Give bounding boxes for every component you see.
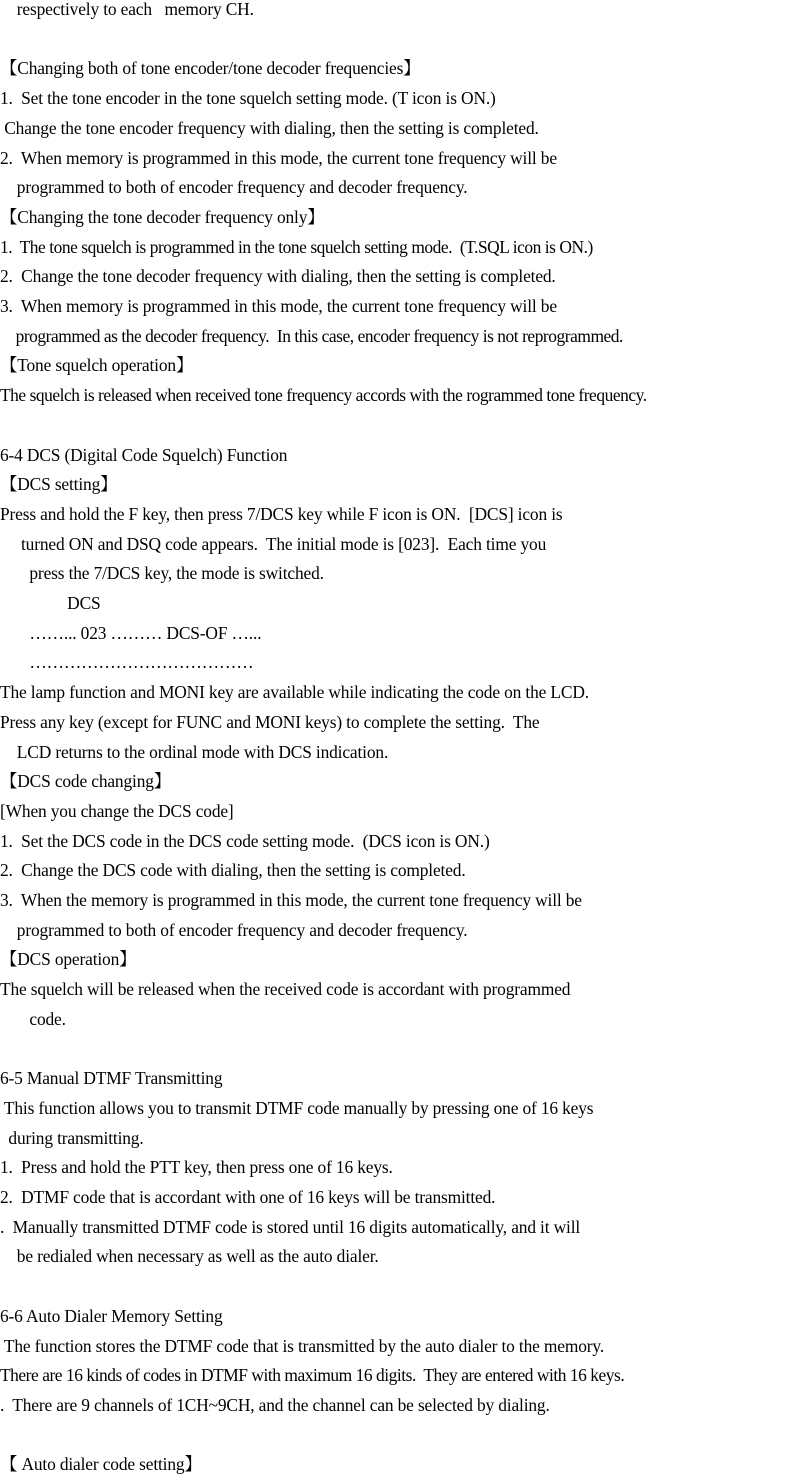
text-line: Change the tone encoder frequency with dialing, then the setting is completed. bbox=[0, 117, 539, 138]
text-line: This function allows you to transmit DTMF code manually by pressing one of 16 keys bbox=[0, 1097, 594, 1118]
section-heading: 【DCS operation】 bbox=[0, 949, 137, 970]
section-heading: 【Changing the tone decoder frequency only】 bbox=[0, 206, 325, 227]
text-line: Press any key (except for FUNC and MONI keys) to complete the setting. The bbox=[0, 711, 540, 732]
text-line: press the 7/DCS key, the mode is switched. bbox=[0, 563, 324, 584]
text-line: be redialed when necessary as well as the auto dialer. bbox=[0, 1246, 379, 1267]
text-line: The squelch will be released when the received code is accordant with programmed bbox=[0, 979, 571, 1000]
section-heading: 【Tone squelch operation】 bbox=[0, 355, 194, 376]
text-line: respectively to each memory CH. bbox=[0, 0, 254, 19]
text-line: There are 16 kinds of codes in DTMF with maximum 16 digits. They are entered with 16 keys. bbox=[0, 1365, 625, 1386]
text-line: 1. The tone squelch is programmed in the tone squelch setting mode. (T.SQL icon is ON.) bbox=[0, 236, 593, 257]
text-line: The lamp function and MONI key are available while indicating the code on the LCD. bbox=[0, 682, 589, 703]
chapter-heading: 6-6 Auto Dialer Memory Setting bbox=[0, 1305, 223, 1326]
text-line: 3. When memory is programmed in this mode, the current tone frequency will be bbox=[0, 296, 557, 316]
chapter-heading: 6-4 DCS (Digital Code Squelch) Function bbox=[0, 444, 288, 465]
section-heading: 【DCS setting】 bbox=[0, 474, 118, 495]
section-heading: 【DCS code changing】 bbox=[0, 771, 172, 792]
text-line: programmed to both of encoder frequency and decoder frequency. bbox=[0, 177, 468, 198]
text-line: ……... 023 ……… DCS-OF …... bbox=[0, 622, 262, 643]
text-line: 3. When the memory is programmed in this mode, the current tone frequency will be bbox=[0, 890, 582, 910]
text-line: . There are 9 channels of 1CH~9CH, and the channel can be selected by dialing. bbox=[0, 1394, 550, 1415]
text-line: during transmitting. bbox=[0, 1127, 144, 1148]
text-line: 1. Press and hold the PTT key, then press one of 16 keys. bbox=[0, 1157, 393, 1178]
text-line: . Manually transmitted DTMF code is stored until 16 digits automatically, and it will bbox=[0, 1216, 581, 1237]
text-line: 2. Change the DCS code with dialing, then the setting is completed. bbox=[0, 860, 466, 881]
chapter-heading: 6-5 Manual DTMF Transmitting bbox=[0, 1068, 223, 1089]
section-heading: 【 Auto dialer code setting】 bbox=[0, 1454, 202, 1475]
section-heading: 【Changing both of tone encoder/tone decoder frequencies】 bbox=[0, 58, 421, 79]
text-line: The function stores the DTMF code that is transmitted by the auto dialer to the memory. bbox=[0, 1335, 605, 1356]
text-line: 1. Set the DCS code in the DCS code setting mode. (DCS icon is ON.) bbox=[0, 830, 490, 851]
text-line: LCD returns to the ordinal mode with DCS indication. bbox=[0, 741, 389, 762]
text-line: 2. DTMF code that is accordant with one of 16 keys will be transmitted. bbox=[0, 1187, 496, 1207]
text-line: [When you change the DCS code] bbox=[0, 800, 234, 821]
text-line: The squelch is released when received tone frequency accords with the rogrammed tone frequency. bbox=[0, 385, 647, 406]
text-line: code. bbox=[0, 1008, 66, 1029]
text-line: ………………………………… bbox=[0, 652, 254, 673]
text-line: Press and hold the F key, then press 7/DCS key while F icon is ON. [DCS] icon is bbox=[0, 503, 563, 524]
text-line: programmed to both of encoder frequency and decoder frequency. bbox=[0, 919, 468, 940]
text-line: 2. Change the tone decoder frequency with dialing, then the setting is completed. bbox=[0, 266, 556, 287]
text-line: DCS bbox=[0, 593, 101, 613]
text-line: programmed as the decoder frequency. In this case, encoder frequency is not reprogrammed. bbox=[0, 325, 623, 346]
text-line: turned ON and DSQ code appears. The initial mode is [023]. Each time you bbox=[0, 533, 547, 554]
text-line: 2. When memory is programmed in this mode, the current tone frequency will be bbox=[0, 147, 557, 168]
text-line: 1. Set the tone encoder in the tone squelch setting mode. (T icon is ON.) bbox=[0, 88, 496, 109]
